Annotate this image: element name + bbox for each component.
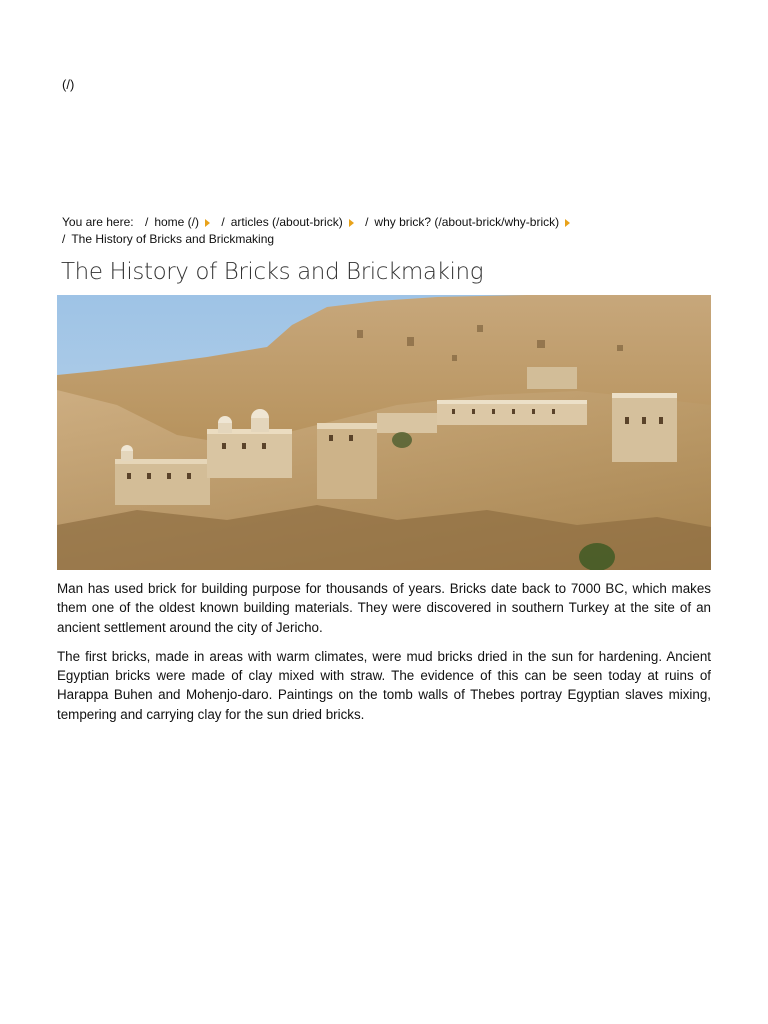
breadcrumb-separator: / (144, 215, 149, 229)
home-link[interactable]: (/) (62, 77, 75, 92)
breadcrumb-articles[interactable]: articles (/about-brick) (230, 215, 343, 229)
breadcrumb-separator: / (62, 232, 66, 246)
article-body (57, 579, 711, 734)
hero-image (57, 295, 711, 570)
breadcrumb-separator: / (221, 215, 225, 229)
chevron-right-icon (565, 219, 570, 227)
page-title: The History of Bricks and Brickmaking (61, 259, 484, 285)
breadcrumb-current: The History of Bricks and Brickmaking (71, 232, 275, 246)
breadcrumb-prefix: You are here: (62, 215, 134, 229)
paragraph: The first bricks, made in areas with warm climates, were mud bricks dried in the sun for hardening. Ancient Egyptian bricks were made of clay mixed with straw. The evidence of this can be seen today at ruins of Harappa Buhen and Mohenjo-daro. Paintings on the tomb walls of Thebes portray Egyptian slaves mixing, tempering and carrying clay for the sun dried bricks. (57, 648, 711, 722)
breadcrumb (62, 214, 722, 248)
breadcrumb-separator: / (365, 215, 369, 229)
breadcrumb-home[interactable]: home (/) (154, 215, 199, 229)
paragraph: Man has used brick for building purpose for thousands of years. Bricks date back to 7000 BC, which makes them one of the oldest known building materials. They were discovered in southern Turkey at the site of an ancient settlement around the city of Jericho. (57, 581, 711, 635)
breadcrumb-why-brick[interactable]: why brick? (/about-brick/why-brick) (374, 215, 560, 229)
chevron-right-icon (349, 219, 354, 227)
chevron-right-icon (205, 219, 210, 227)
